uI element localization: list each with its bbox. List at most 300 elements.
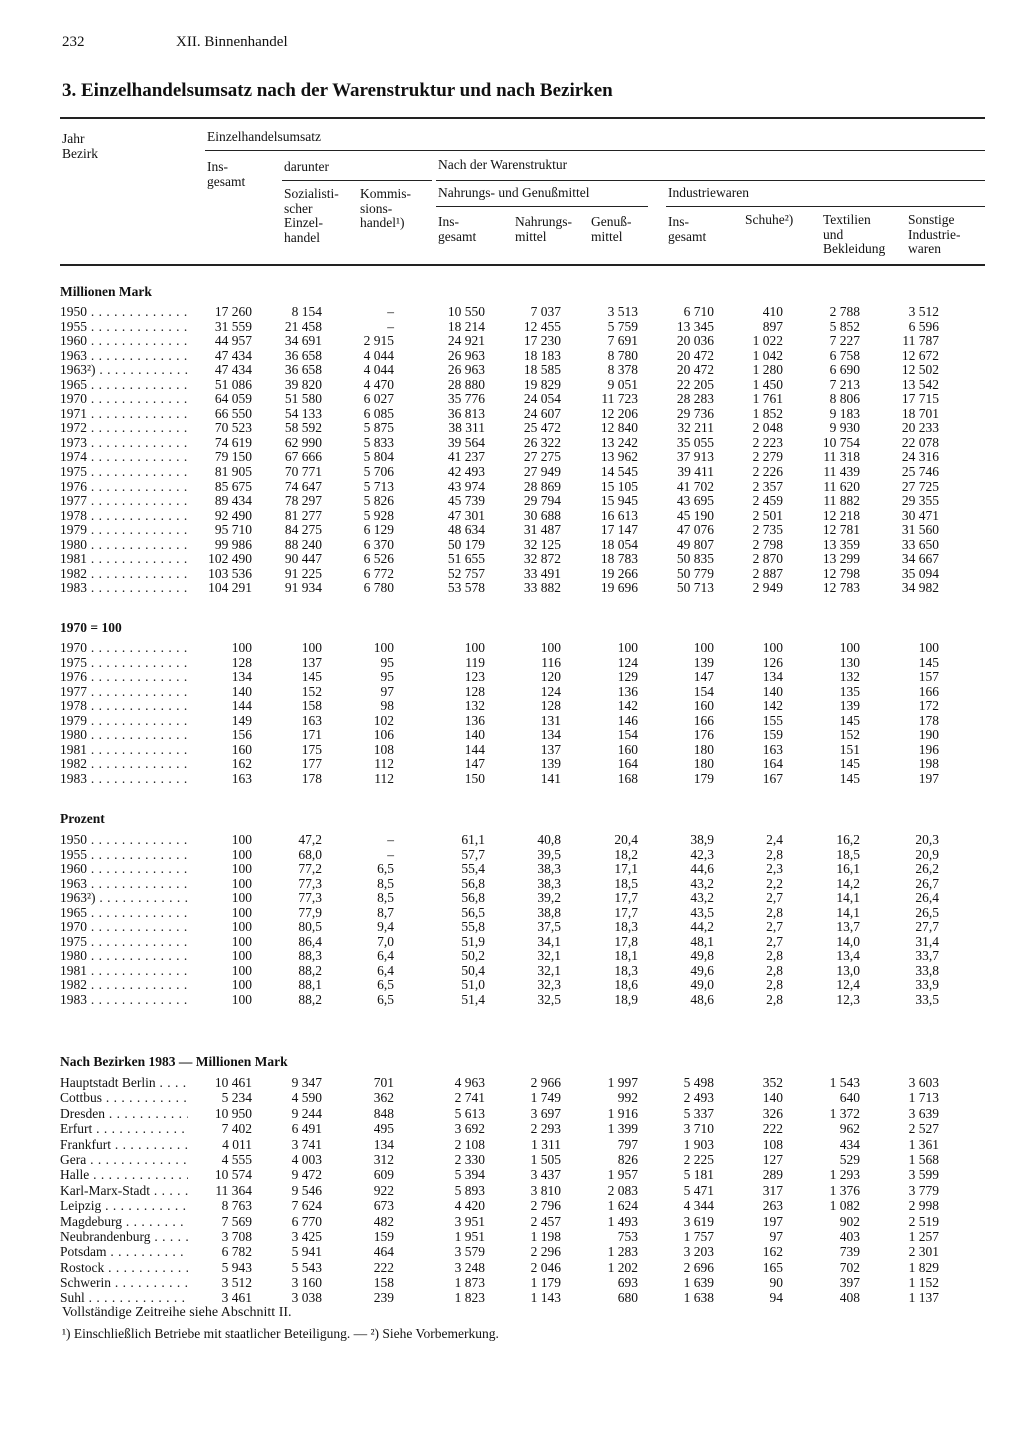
table-cell: 222 [373, 1259, 394, 1275]
table-row [0, 685, 1024, 700]
table-cell: 12 218 [822, 507, 860, 523]
table-cell: 100 [231, 977, 252, 993]
table-cell: 3 512 [908, 304, 939, 319]
table-row [0, 714, 1024, 729]
table-cell: 495 [373, 1121, 394, 1137]
table-cell: 34 982 [901, 580, 939, 596]
table-row [0, 1260, 1024, 1275]
table-cell: 239 [373, 1290, 394, 1306]
table-cell: 3 425 [291, 1228, 322, 1244]
table-cell: 3 512 [221, 1275, 252, 1291]
table-cell: 13,0 [836, 962, 860, 978]
row-label: 1971 . . . [60, 407, 188, 422]
table-cell: 7 624 [291, 1198, 322, 1214]
table-cell: 3 513 [607, 304, 638, 319]
table-cell: 51 655 [447, 551, 485, 567]
table-cell: 43,2 [690, 890, 714, 906]
table-cell: 2,3 [766, 861, 783, 877]
table-cell: 10 574 [214, 1167, 252, 1183]
table-cell: 42,3 [690, 846, 714, 862]
table-cell: 100 [540, 640, 561, 655]
table-cell: 5 893 [454, 1182, 485, 1198]
table-cell: 1 376 [829, 1182, 860, 1198]
table-cell: 2 226 [752, 464, 783, 480]
table-cell: 158 [301, 698, 322, 714]
table-cell: 99 986 [214, 536, 252, 552]
table-cell: 3 708 [221, 1228, 252, 1244]
table-cell: 144 [231, 698, 252, 714]
table-cell: 56,8 [461, 890, 485, 906]
table-cell: 67 666 [284, 449, 322, 465]
table-cell: 12,4 [836, 977, 860, 993]
table-cell: 9 347 [291, 1075, 322, 1090]
section-heading-millionen: Millionen Mark [60, 284, 152, 299]
table-cell: 312 [373, 1151, 394, 1167]
table-cell: 2 223 [752, 434, 783, 450]
header-iw-insgesamt: Ins- gesamt [668, 214, 707, 244]
table-cell: 11 620 [823, 478, 860, 494]
table-cell: 42 493 [447, 464, 485, 480]
table-cell: 6 596 [908, 318, 939, 334]
table-cell: 1 311 [531, 1136, 561, 1152]
table-cell: 152 [301, 683, 322, 699]
table-cell: 132 [839, 669, 860, 685]
table-cell: 826 [617, 1151, 638, 1167]
table-cell: 3 603 [908, 1075, 939, 1090]
table-row [0, 1214, 1024, 1229]
table-cell: 155 [762, 712, 783, 728]
table-row [0, 480, 1024, 495]
table-cell: 317 [762, 1182, 783, 1198]
table-cell: 3 619 [683, 1213, 714, 1229]
table-cell: 45 739 [447, 493, 485, 509]
table-cell: 178 [301, 770, 322, 786]
section-rows-millionen [0, 305, 1024, 596]
table-cell: 3 437 [530, 1167, 561, 1183]
row-label: 1978 . . . [60, 509, 188, 524]
table-cell: 4 470 [363, 376, 394, 392]
table-cell: 8 378 [607, 362, 638, 378]
row-label: 1970 . . . [60, 392, 188, 407]
table-cell: 49,6 [690, 962, 714, 978]
table-cell: 145 [918, 654, 939, 670]
table-cell: 124 [617, 654, 638, 670]
table-cell: 20,4 [614, 832, 638, 847]
table-cell: 84 275 [284, 522, 322, 538]
table-cell: 5 713 [363, 478, 394, 494]
table-cell: 2,8 [766, 977, 783, 993]
table-cell: 3 038 [291, 1290, 322, 1306]
table-cell: 5 706 [363, 464, 394, 480]
table-row [0, 1075, 1024, 1090]
table-cell: 1 450 [752, 376, 783, 392]
header-insgesamt: Ins- gesamt [207, 159, 246, 189]
table-cell: 3 810 [530, 1182, 561, 1198]
table-cell: 1 022 [752, 333, 783, 349]
table-cell: 51 086 [214, 376, 252, 392]
table-cell: 28 283 [676, 391, 714, 407]
table-cell: 7,0 [377, 933, 394, 949]
table-cell: 18,6 [614, 977, 638, 993]
table-cell: 92 490 [214, 507, 252, 523]
table-cell: 120 [540, 669, 561, 685]
table-row [0, 743, 1024, 758]
table-cell: 180 [693, 756, 714, 772]
table-cell: 922 [373, 1182, 394, 1198]
table-cell: 165 [762, 1259, 783, 1275]
row-label: 1973 . . . [60, 436, 188, 451]
table-cell: 35 094 [901, 565, 939, 581]
table-cell: 2,8 [766, 992, 783, 1008]
table-cell: 12 502 [901, 362, 939, 378]
table-cell: 38,3 [537, 861, 561, 877]
row-label: 1982 . . . [60, 978, 188, 993]
table-cell: 2 741 [454, 1090, 485, 1106]
table-cell: 5 234 [221, 1090, 252, 1106]
header-bottom-rule [60, 264, 985, 266]
row-label: Dresden . . . [60, 1106, 188, 1121]
row-label: 1983 . . . [60, 993, 188, 1008]
header-darunter: darunter [284, 159, 329, 174]
table-cell: 673 [373, 1198, 394, 1214]
table-cell: 2 357 [752, 478, 783, 494]
table-cell: 11 318 [823, 449, 860, 465]
table-cell: 33,9 [915, 977, 939, 993]
table-cell: 6 129 [363, 522, 394, 538]
table-cell: 3 461 [221, 1290, 252, 1306]
table-cell: 19 266 [600, 565, 638, 581]
table-cell: 88 240 [284, 536, 322, 552]
table-cell: 28 869 [523, 478, 561, 494]
table-cell: 9 051 [607, 376, 638, 392]
row-label: 1963²) . . . [60, 363, 188, 378]
table-cell: 6 690 [829, 362, 860, 378]
table-cell: 16,1 [836, 861, 860, 877]
table-cell: 26 963 [447, 362, 485, 378]
table-cell: 197 [762, 1213, 783, 1229]
table-cell: 100 [231, 890, 252, 906]
table-cell: 102 [373, 712, 394, 728]
header-rule-darunter [282, 180, 432, 181]
table-cell: 1 761 [752, 391, 783, 407]
row-label: Frankfurt . . . [60, 1137, 188, 1152]
table-cell: 962 [839, 1121, 860, 1137]
table-cell: 32 125 [523, 536, 561, 552]
table-cell: 13 962 [600, 449, 638, 465]
table-cell: 49,8 [690, 948, 714, 964]
table-cell: 1 493 [607, 1213, 638, 1229]
table-cell: 129 [617, 669, 638, 685]
table-cell: 177 [301, 756, 322, 772]
table-cell: 151 [839, 741, 860, 757]
table-cell: 77,2 [298, 861, 322, 877]
table-row [0, 891, 1024, 906]
table-row [0, 465, 1024, 480]
table-cell: 2,8 [766, 962, 783, 978]
table-cell: 1 568 [908, 1151, 939, 1167]
table-cell: 2 915 [363, 333, 394, 349]
table-cell: 3 741 [291, 1136, 322, 1152]
header-rule-industrie [666, 206, 985, 207]
table-cell: 2 048 [752, 420, 783, 436]
table-cell: 86,4 [298, 933, 322, 949]
table-cell: 163 [301, 712, 322, 728]
table-cell: 6,5 [377, 977, 394, 993]
table-cell: 78 297 [284, 493, 322, 509]
table-cell: 9 546 [291, 1182, 322, 1198]
table-cell: 18,3 [614, 919, 638, 935]
table-cell: – [387, 846, 394, 862]
table-cell: 116 [541, 654, 561, 670]
table-cell: 1 852 [752, 405, 783, 421]
table-cell: 848 [373, 1105, 394, 1121]
table-row [0, 1183, 1024, 1198]
table-cell: 134 [762, 669, 783, 685]
table-cell: 3 203 [683, 1244, 714, 1260]
table-cell: 25 746 [901, 464, 939, 480]
row-label: 1979 . . . [60, 523, 188, 538]
header-sozialistisch: Sozialisti- scher Einzel- handel [284, 186, 339, 245]
row-label: Schwerin . . . [60, 1275, 188, 1290]
row-label: Halle . . . [60, 1167, 188, 1182]
section-rows-index [0, 641, 1024, 786]
table-cell: 10 550 [447, 304, 485, 319]
table-cell: 14 545 [600, 464, 638, 480]
table-cell: 8 154 [291, 304, 322, 319]
table-cell: 32,1 [537, 962, 561, 978]
table-cell: 142 [762, 698, 783, 714]
table-cell: 134 [231, 669, 252, 685]
row-label: 1950 . . . [60, 305, 188, 320]
table-cell: 44,6 [690, 861, 714, 877]
table-cell: 164 [617, 756, 638, 772]
table-cell: 77,9 [298, 904, 322, 920]
table-cell: 128 [540, 698, 561, 714]
table-cell: 4 963 [454, 1075, 485, 1090]
table-cell: 36 658 [284, 347, 322, 363]
table-cell: 160 [693, 698, 714, 714]
table-cell: 35 776 [447, 391, 485, 407]
table-cell: 49,0 [690, 977, 714, 993]
table-cell: 31,4 [915, 933, 939, 949]
table-cell: 64 059 [214, 391, 252, 407]
table-cell: 149 [231, 712, 252, 728]
table-cell: 1 202 [607, 1259, 638, 1275]
table-cell: 2 798 [752, 536, 783, 552]
table-cell: 17,8 [614, 933, 638, 949]
table-cell: 198 [918, 756, 939, 772]
table-cell: 55,4 [461, 861, 485, 877]
table-cell: 8 780 [607, 347, 638, 363]
table-cell: 14,1 [836, 904, 860, 920]
table-cell: 68,0 [298, 846, 322, 862]
table-cell: 162 [231, 756, 252, 772]
table-cell: 128 [231, 654, 252, 670]
table-cell: 152 [839, 727, 860, 743]
table-cell: 5 498 [683, 1075, 714, 1090]
table-cell: 529 [839, 1151, 860, 1167]
table-cell: 693 [617, 1275, 638, 1291]
table-cell: 47 434 [214, 362, 252, 378]
table-cell: 18 783 [600, 551, 638, 567]
table-cell: 26 963 [447, 347, 485, 363]
table-cell: 159 [762, 727, 783, 743]
table-cell: 3 710 [683, 1121, 714, 1137]
table-cell: 2 788 [829, 304, 860, 319]
table-cell: 2 296 [530, 1244, 561, 1260]
table-cell: 6 027 [363, 391, 394, 407]
table-row [0, 421, 1024, 436]
table-cell: 166 [693, 712, 714, 728]
table-cell: 4 044 [363, 362, 394, 378]
table-row [0, 1229, 1024, 1244]
table-cell: 6 758 [829, 347, 860, 363]
table-cell: 1 903 [683, 1136, 714, 1152]
table-cell: 40,8 [537, 832, 561, 847]
table-cell: 6 782 [221, 1244, 252, 1260]
table-cell: 7 569 [221, 1213, 252, 1229]
table-cell: 145 [301, 669, 322, 685]
table-cell: 100 [231, 962, 252, 978]
footnote-zeitreihe: Vollständige Zeitreihe siehe Abschnitt II. [62, 1305, 292, 1320]
row-label: 1981 . . . [60, 964, 188, 979]
table-cell: 70 523 [214, 420, 252, 436]
table-cell: 1 951 [454, 1228, 485, 1244]
table-row [0, 1244, 1024, 1259]
row-label: 1970 . . . [60, 641, 188, 656]
table-cell: 27,7 [915, 919, 939, 935]
table-cell: 50,2 [461, 948, 485, 964]
table-cell: 137 [301, 654, 322, 670]
table-cell: 89 434 [214, 493, 252, 509]
table-cell: 53 578 [447, 580, 485, 596]
table-cell: 263 [762, 1198, 783, 1214]
page-number: 232 [62, 34, 85, 50]
header-nahrungsmittel: Nahrungs- mittel [515, 214, 572, 244]
table-row [0, 1137, 1024, 1152]
table-cell: 106 [373, 727, 394, 743]
table-cell: 39 564 [447, 434, 485, 450]
table-cell: 10 754 [822, 434, 860, 450]
table-cell: 33,8 [915, 962, 939, 978]
table-cell: 18 183 [523, 347, 561, 363]
table-cell: – [387, 832, 394, 847]
table-cell: 2 796 [530, 1198, 561, 1214]
table-cell: 1 823 [454, 1290, 485, 1306]
table-cell: 139 [693, 654, 714, 670]
row-label: 1960 . . . [60, 862, 188, 877]
table-cell: 16,2 [836, 832, 860, 847]
table-cell: 43,2 [690, 875, 714, 891]
header-textilien: Textilien und Bekleidung [823, 212, 886, 256]
table-row [0, 993, 1024, 1008]
table-cell: 140 [762, 1090, 783, 1106]
table-cell: 2 735 [752, 522, 783, 538]
table-cell: 162 [762, 1244, 783, 1260]
table-cell: 126 [762, 654, 783, 670]
table-cell: 154 [617, 727, 638, 743]
header-schuhe: Schuhe²) [745, 212, 794, 227]
table-cell: 1 198 [530, 1228, 561, 1244]
table-cell: 100 [231, 846, 252, 862]
table-cell: 30 688 [523, 507, 561, 523]
table-cell: 54 133 [284, 405, 322, 421]
header-kommission: Kommis- sions- handel¹) [360, 186, 412, 230]
table-cell: 1 543 [829, 1075, 860, 1090]
table-cell: 6,4 [377, 948, 394, 964]
table-cell: 10 461 [214, 1075, 252, 1090]
table-cell: 992 [617, 1090, 638, 1106]
table-cell: 35 055 [676, 434, 714, 450]
table-cell: 39 820 [284, 376, 322, 392]
table-row [0, 670, 1024, 685]
table-cell: 3 951 [454, 1213, 485, 1229]
table-cell: 52 757 [447, 565, 485, 581]
table-cell: 77,3 [298, 890, 322, 906]
section-heading-prozent: Prozent [60, 811, 105, 826]
table-row [0, 349, 1024, 364]
table-cell: 140 [231, 683, 252, 699]
table-cell: 434 [839, 1136, 860, 1152]
table-cell: 1 624 [607, 1198, 638, 1214]
table-cell: 17,7 [614, 904, 638, 920]
table-row [0, 538, 1024, 553]
table-cell: 2 046 [530, 1259, 561, 1275]
header-sonstige: Sonstige Industrie- waren [908, 212, 961, 256]
table-cell: 2 301 [908, 1244, 939, 1260]
table-row [0, 494, 1024, 509]
table-cell: 1 143 [530, 1290, 561, 1306]
table-cell: 1 293 [829, 1167, 860, 1183]
table-cell: 222 [762, 1121, 783, 1137]
row-label: 1983 . . . [60, 581, 188, 596]
table-cell: 1 638 [683, 1290, 714, 1306]
row-label: 1975 . . . [60, 935, 188, 950]
table-row [0, 1275, 1024, 1290]
table-cell: 8,5 [377, 890, 394, 906]
table-cell: 119 [465, 654, 485, 670]
table-cell: 6 710 [683, 304, 714, 319]
table-cell: 142 [617, 698, 638, 714]
top-rule [60, 117, 985, 119]
table-cell: 33 491 [523, 565, 561, 581]
header-rule-warenstruktur [436, 180, 985, 181]
table-cell: 1 749 [530, 1090, 561, 1106]
table-cell: 57,7 [461, 846, 485, 862]
table-cell: 3 639 [908, 1105, 939, 1121]
table-cell: 7 213 [829, 376, 860, 392]
table-row [0, 450, 1024, 465]
table-cell: 47,2 [298, 832, 322, 847]
table-cell: 8 806 [829, 391, 860, 407]
table-cell: 2 966 [530, 1075, 561, 1090]
row-label: Suhl . . . [60, 1290, 188, 1305]
row-label: 1976 . . . [60, 480, 188, 495]
table-cell: 88,3 [298, 948, 322, 964]
table-cell: 11 787 [902, 333, 939, 349]
table-cell: 70 771 [284, 464, 322, 480]
table-cell: 5 852 [829, 318, 860, 334]
table-row [0, 949, 1024, 964]
table-cell: 166 [918, 683, 939, 699]
row-label: 1955 . . . [60, 848, 188, 863]
table-cell: 7 691 [607, 333, 638, 349]
table-row [0, 641, 1024, 656]
table-cell: 5 543 [291, 1259, 322, 1275]
table-cell: 3 692 [454, 1121, 485, 1137]
table-cell: 41 702 [676, 478, 714, 494]
table-cell: 171 [301, 727, 322, 743]
